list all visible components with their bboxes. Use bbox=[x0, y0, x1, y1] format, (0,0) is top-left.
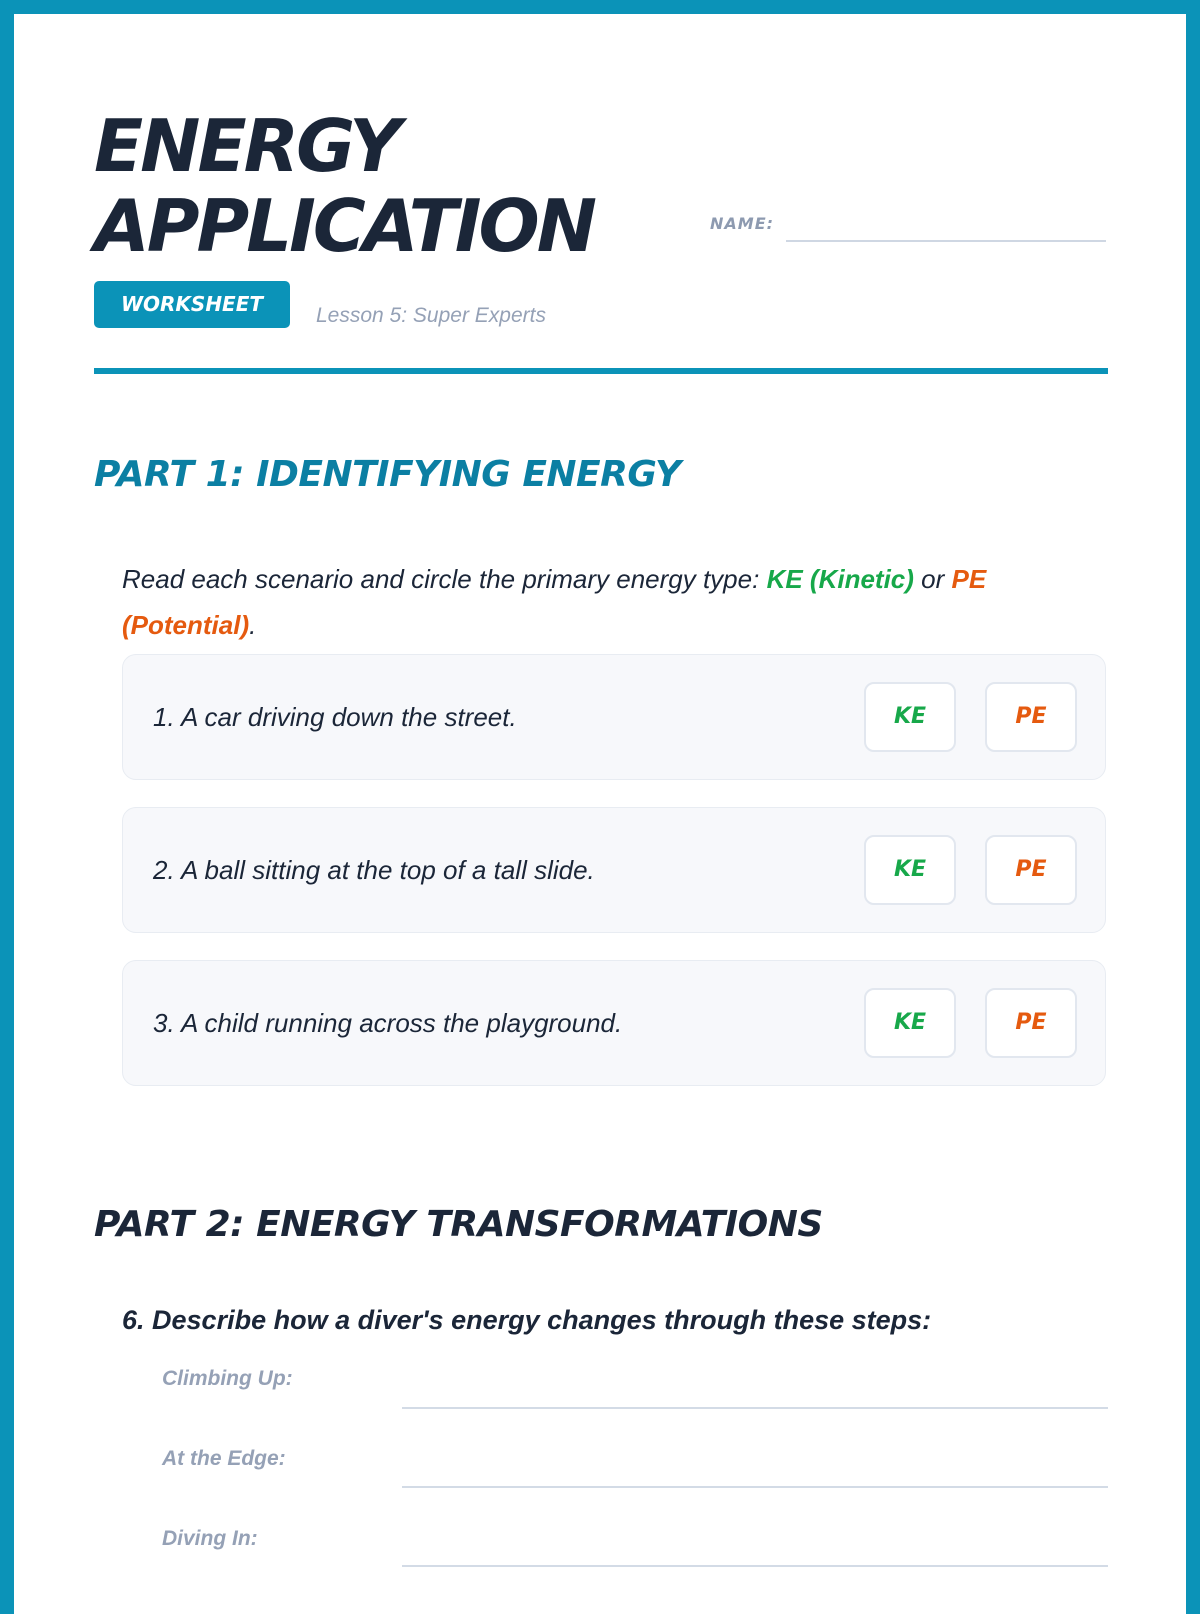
pe-choice-button[interactable]: PE bbox=[985, 835, 1077, 905]
step-label-climbing-up: Climbing Up: bbox=[162, 1367, 293, 1390]
part1-instructions bbox=[122, 556, 1112, 648]
or-text: or bbox=[913, 564, 952, 594]
worksheet-badge: WORKSHEET bbox=[94, 281, 290, 328]
pe-choice-button[interactable]: PE bbox=[985, 682, 1077, 752]
ke-choice-button[interactable]: KE bbox=[864, 988, 956, 1058]
name-label: NAME: bbox=[710, 214, 775, 233]
title-line-2: APPLICATION bbox=[94, 184, 594, 268]
name-field[interactable] bbox=[786, 240, 1106, 242]
lesson-subtitle: Lesson 5: Super Experts bbox=[316, 304, 546, 327]
instructions-text: Read each scenario and circle the primary energy type: bbox=[122, 564, 767, 594]
question-6: 6. Describe how a diver's energy changes through these steps: bbox=[122, 1305, 932, 1335]
scenario-text: 3. A child running across the playground. bbox=[153, 1008, 623, 1038]
ke-choice-button[interactable]: KE bbox=[864, 835, 956, 905]
scenario-text: 1. A car driving down the street. bbox=[153, 702, 517, 732]
scenario-text: 2. A ball sitting at the top of a tall slide. bbox=[153, 855, 595, 885]
answer-line-diving-in[interactable] bbox=[402, 1565, 1108, 1567]
header-divider bbox=[94, 368, 1108, 374]
step-label-diving-in: Diving In: bbox=[162, 1527, 258, 1550]
part2-title: PART 2: ENERGY TRANSFORMATIONS bbox=[94, 1204, 823, 1245]
scenario-card-2 bbox=[122, 807, 1106, 933]
page-title bbox=[94, 106, 594, 266]
pe-option-text: PE (Potential) bbox=[122, 564, 987, 640]
worksheet-page bbox=[14, 14, 1186, 1614]
period-text: . bbox=[249, 610, 257, 640]
answer-line-at-the-edge[interactable] bbox=[402, 1486, 1108, 1488]
ke-option-text: KE (Kinetic) bbox=[766, 564, 914, 594]
scenario-card-3 bbox=[122, 960, 1106, 1086]
step-label-at-the-edge: At the Edge: bbox=[162, 1447, 286, 1470]
part1-title: PART 1: IDENTIFYING ENERGY bbox=[94, 454, 681, 495]
answer-line-climbing-up[interactable] bbox=[402, 1407, 1108, 1409]
pe-choice-button[interactable]: PE bbox=[985, 988, 1077, 1058]
scenario-card-1 bbox=[122, 654, 1106, 780]
ke-choice-button[interactable]: KE bbox=[864, 682, 956, 752]
title-line-1: ENERGY bbox=[94, 104, 399, 188]
